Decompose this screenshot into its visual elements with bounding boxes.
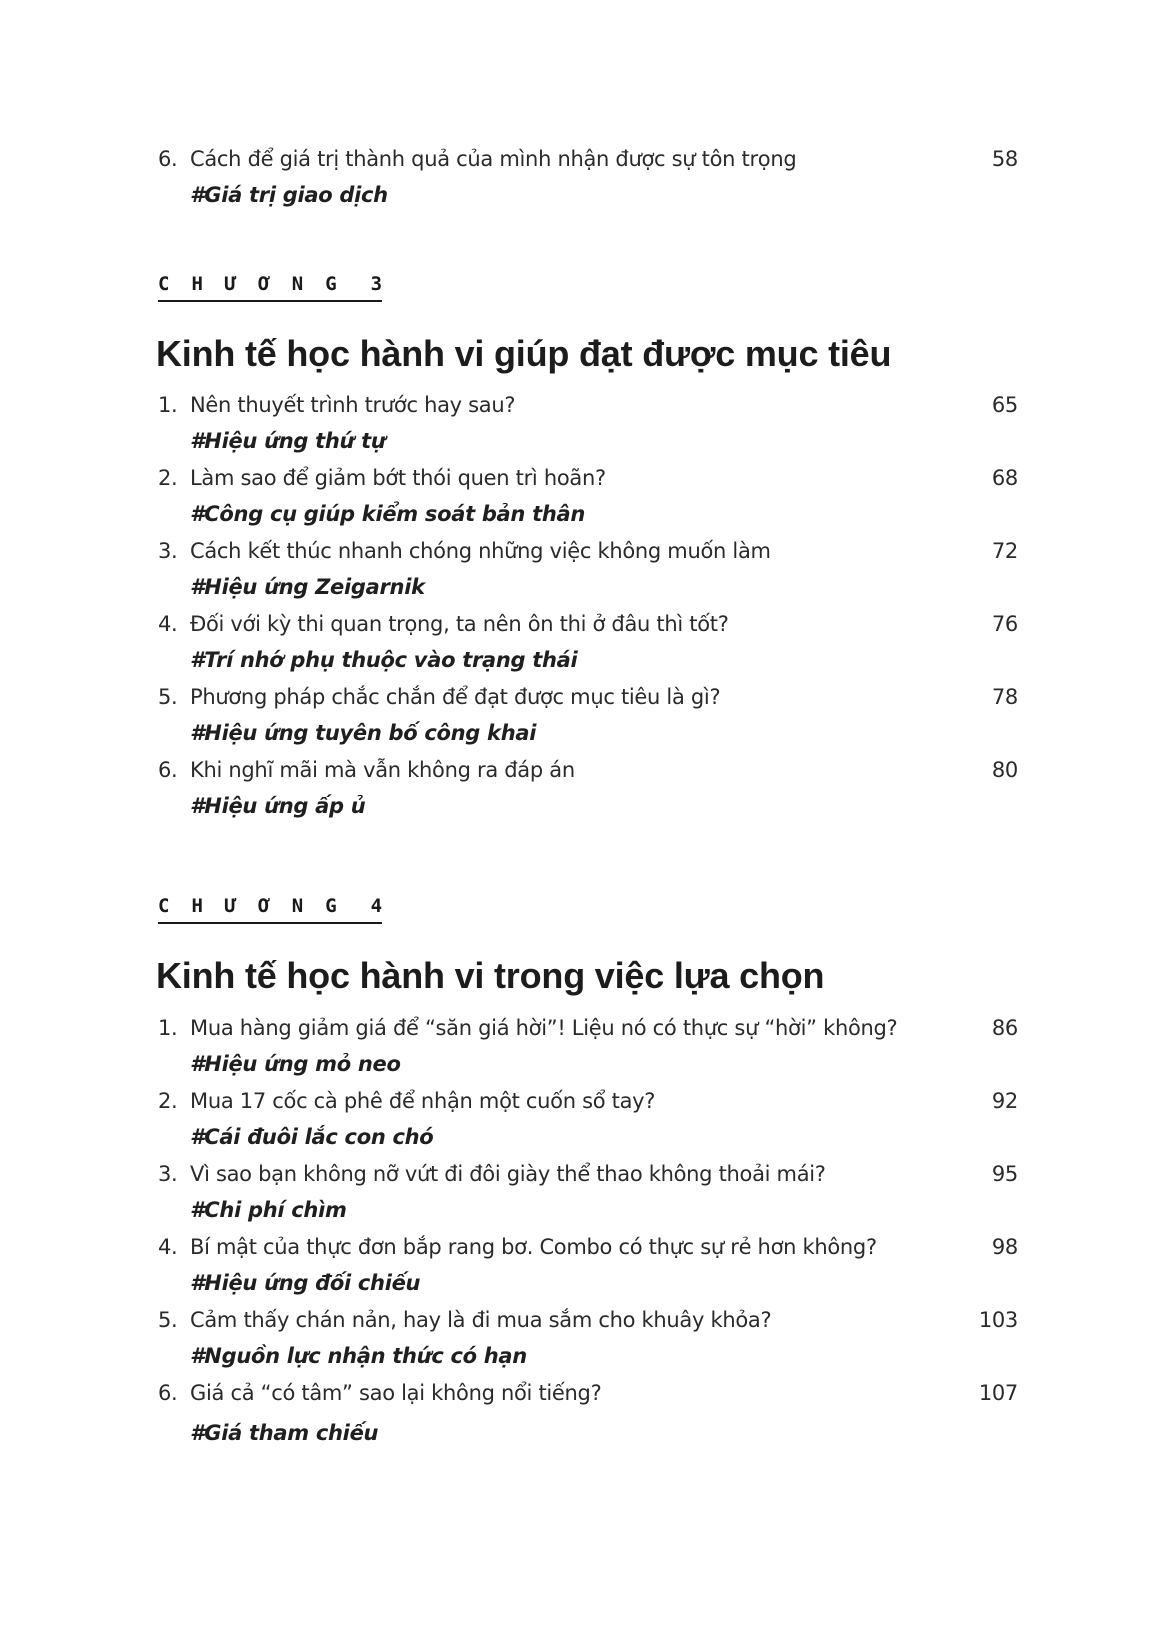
toc-entry-title: Làm sao để giảm bớt thói quen trì hoãn? (190, 466, 606, 490)
toc-entry-page: 103 (978, 1308, 1018, 1332)
toc-entry-line (158, 1083, 1018, 1119)
chapter-number: 3 (370, 273, 383, 295)
toc-entry-page: 98 (991, 1235, 1018, 1259)
toc-entry[interactable] (158, 141, 1018, 214)
chapter-label-text: CHƯƠNG (158, 895, 359, 917)
toc-entry-number: 4. (158, 1235, 178, 1259)
toc-section-chapter-4 (158, 1010, 1018, 1448)
toc-entry-title: Cách để giá trị thành quả của mình nhận được sự tôn trọng (190, 147, 797, 171)
toc-entry-tag: #Chi phí chìm (190, 1198, 347, 1222)
toc-entry[interactable] (158, 1302, 1018, 1375)
toc-entry-page: 72 (991, 539, 1018, 563)
toc-entry-title: Cách kết thúc nhanh chóng những việc không muốn làm (190, 539, 771, 563)
toc-entry-title: Mua 17 cốc cà phê để nhận một cuốn sổ tay? (190, 1089, 656, 1113)
toc-entry-title: Giá cả “có tâm” sao lại không nổi tiếng? (190, 1381, 602, 1405)
toc-entry-tag: #Cái đuôi lắc con chó (190, 1125, 434, 1149)
toc-entry-number: 1. (158, 393, 178, 417)
toc-entry-line (158, 1302, 1018, 1338)
toc-entry-number: 4. (158, 612, 178, 636)
toc-entry-number: 3. (158, 539, 178, 563)
toc-entry-line (158, 387, 1018, 423)
toc-entry-title: Nên thuyết trình trước hay sau? (190, 393, 516, 417)
toc-entry[interactable] (158, 679, 1018, 752)
toc-entry-line (158, 1229, 1018, 1265)
toc-entry-number: 3. (158, 1162, 178, 1186)
toc-entry[interactable] (158, 1156, 1018, 1229)
toc-entry[interactable] (158, 606, 1018, 679)
toc-entry-tag: #Giá tham chiếu (190, 1421, 379, 1445)
toc-entry-page: 76 (991, 612, 1018, 636)
toc-entry-page: 80 (991, 758, 1018, 782)
toc-entry[interactable] (158, 1083, 1018, 1156)
toc-entry[interactable] (158, 460, 1018, 533)
toc-entry-tag: #Hiệu ứng đối chiếu (190, 1271, 421, 1295)
toc-entry-line (158, 1010, 1018, 1046)
toc-entry[interactable] (158, 533, 1018, 606)
toc-entry-number: 2. (158, 1089, 178, 1113)
chapter-label-text: CHƯƠNG (158, 273, 359, 295)
toc-entry-title: Phương pháp chắc chắn để đạt được mục tiêu là gì? (190, 685, 721, 709)
toc-entry-tag: #Trí nhớ phụ thuộc vào trạng thái (190, 648, 578, 672)
toc-entry[interactable] (158, 387, 1018, 460)
toc-entry-title: Đối với kỳ thi quan trọng, ta nên ôn thi ở đâu thì tốt? (190, 612, 729, 636)
toc-entry-tag: #Nguồn lực nhận thức có hạn (190, 1344, 527, 1368)
chapter-label (158, 892, 382, 924)
toc-entry-number: 6. (158, 758, 178, 782)
toc-entry-line (158, 606, 1018, 642)
toc-entry-line (158, 752, 1018, 788)
toc-entry-title: Khi nghĩ mãi mà vẫn không ra đáp án (190, 758, 575, 782)
toc-entry-page: 65 (991, 393, 1018, 417)
toc-entry-line (158, 1156, 1018, 1192)
toc-entry-number: 6. (158, 1381, 178, 1405)
toc-entry-page: 78 (991, 685, 1018, 709)
toc-section-continued (158, 141, 1018, 214)
toc-entry-tag: #Hiệu ứng Zeigarnik (190, 575, 425, 599)
toc-entry-tag: #Hiệu ứng ấp ủ (190, 794, 366, 818)
toc-entry-number: 5. (158, 685, 178, 709)
toc-entry-page: 107 (978, 1381, 1018, 1405)
toc-entry[interactable] (158, 1229, 1018, 1302)
chapter-title: Kinh tế học hành vi trong việc lựa chọn (156, 955, 825, 996)
toc-entry-page: 86 (991, 1016, 1018, 1040)
toc-entry-tag: #Giá trị giao dịch (190, 183, 388, 207)
toc-entry-line (158, 460, 1018, 496)
toc-entry-title: Cảm thấy chán nản, hay là đi mua sắm cho khuây khỏa? (190, 1308, 772, 1332)
toc-entry-line (158, 679, 1018, 715)
toc-entry-title: Vì sao bạn không nỡ vứt đi đôi giày thể thao không thoải mái? (190, 1162, 826, 1186)
toc-entry-tag: #Công cụ giúp kiểm soát bản thân (190, 502, 585, 526)
chapter-number: 4 (370, 895, 383, 917)
toc-entry-page: 95 (991, 1162, 1018, 1186)
toc-entry-tag: #Hiệu ứng thứ tự (190, 429, 386, 453)
toc-entry-page: 58 (991, 147, 1018, 171)
toc-entry-line (158, 1375, 1018, 1411)
toc-entry-line (158, 533, 1018, 569)
toc-entry-number: 5. (158, 1308, 178, 1332)
chapter-title: Kinh tế học hành vi giúp đạt được mục tiêu (156, 333, 892, 374)
toc-entry[interactable] (158, 1375, 1018, 1448)
toc-entry-number: 1. (158, 1016, 178, 1040)
toc-entry-number: 6. (158, 147, 178, 171)
toc-entry-page: 68 (991, 466, 1018, 490)
toc-section-chapter-3 (158, 387, 1018, 825)
chapter-label (158, 270, 382, 302)
toc-entry[interactable] (158, 752, 1018, 825)
toc-entry-number: 2. (158, 466, 178, 490)
toc-entry-title: Mua hàng giảm giá để “săn giá hời”! Liệu nó có thực sự “hời” không? (190, 1016, 898, 1040)
toc-entry-page: 92 (991, 1089, 1018, 1113)
toc-entry-line (158, 141, 1018, 177)
toc-entry-tag: #Hiệu ứng tuyên bố công khai (190, 721, 537, 745)
toc-entry-title: Bí mật của thực đơn bắp rang bơ. Combo có thực sự rẻ hơn không? (190, 1235, 877, 1259)
toc-entry[interactable] (158, 1010, 1018, 1083)
toc-entry-tag: #Hiệu ứng mỏ neo (190, 1052, 401, 1076)
